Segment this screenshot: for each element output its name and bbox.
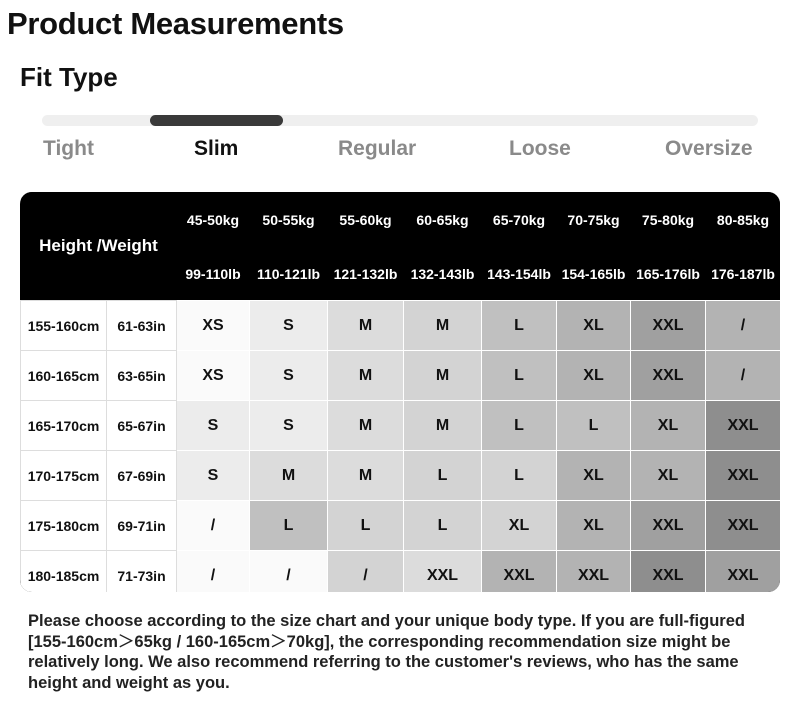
- weight-lb-header: 99-110lb: [177, 248, 250, 301]
- size-cell: M: [404, 351, 482, 401]
- fit-type-heading: Fit Type: [20, 62, 118, 92]
- table-row: [21, 451, 781, 501]
- height-cm-cell: 155-160cm: [21, 301, 107, 351]
- size-cell: S: [177, 451, 250, 501]
- size-cell: XXL: [631, 501, 706, 551]
- weight-kg-header: 65-70kg: [482, 192, 557, 248]
- size-cell: XL: [557, 351, 631, 401]
- size-cell: XXL: [706, 551, 781, 593]
- weight-kg-header: 60-65kg: [404, 192, 482, 248]
- table-row: [21, 501, 781, 551]
- height-weight-header: Height /Weight: [21, 192, 177, 301]
- size-cell: L: [557, 401, 631, 451]
- table-row: [21, 351, 781, 401]
- height-cm-cell: 165-170cm: [21, 401, 107, 451]
- page-title: Product Measurements: [7, 6, 344, 41]
- size-cell: XL: [482, 501, 557, 551]
- weight-lb-header: 176-187lb: [706, 248, 781, 301]
- size-cell: L: [482, 351, 557, 401]
- weight-kg-header: 80-85kg: [706, 192, 781, 248]
- size-cell: XXL: [631, 301, 706, 351]
- size-chart: [20, 192, 780, 592]
- size-cell: S: [177, 401, 250, 451]
- height-in-cell: 61-63in: [107, 301, 177, 351]
- size-cell: L: [250, 501, 328, 551]
- size-cell: XL: [631, 401, 706, 451]
- size-cell: M: [328, 351, 404, 401]
- weight-lb-header: 121-132lb: [328, 248, 404, 301]
- size-cell: XXL: [482, 551, 557, 593]
- size-cell: XL: [631, 451, 706, 501]
- table-row: [21, 401, 781, 451]
- size-cell: /: [706, 301, 781, 351]
- size-cell: XL: [557, 301, 631, 351]
- fit-option-regular[interactable]: Regular: [338, 137, 417, 160]
- weight-kg-header: 45-50kg: [177, 192, 250, 248]
- weight-lb-header: 132-143lb: [404, 248, 482, 301]
- height-cm-cell: 170-175cm: [21, 451, 107, 501]
- size-cell: /: [250, 551, 328, 593]
- table-row: [21, 301, 781, 351]
- height-in-cell: 65-67in: [107, 401, 177, 451]
- size-cell: XS: [177, 351, 250, 401]
- size-cell: XXL: [404, 551, 482, 593]
- fit-option-oversize[interactable]: Oversize: [665, 137, 753, 160]
- size-cell: XXL: [706, 401, 781, 451]
- size-cell: XXL: [706, 451, 781, 501]
- size-guide-note: Please choose according to the size chart and your unique body type. If you are full-figured [155-160cm＞65kg / 160-165cm＞70kg], the corresponding recommendation size might be relatively long. We also recommend referring to the customer's reviews, who has the same height and weight as you.: [28, 612, 745, 692]
- height-cm-cell: 180-185cm: [21, 551, 107, 593]
- fit-option-slim[interactable]: Slim: [194, 137, 239, 160]
- size-cell: M: [328, 401, 404, 451]
- size-cell: M: [250, 451, 328, 501]
- weight-kg-header: 75-80kg: [631, 192, 706, 248]
- weight-lb-header: 154-165lb: [557, 248, 631, 301]
- height-in-cell: 67-69in: [107, 451, 177, 501]
- height-cm-cell: 175-180cm: [21, 501, 107, 551]
- size-cell: XXL: [631, 351, 706, 401]
- size-cell: L: [482, 451, 557, 501]
- weight-lb-header: 110-121lb: [250, 248, 328, 301]
- size-cell: L: [328, 501, 404, 551]
- size-cell: S: [250, 351, 328, 401]
- size-cell: L: [482, 301, 557, 351]
- weight-kg-header: 50-55kg: [250, 192, 328, 248]
- weight-lb-header: 143-154lb: [482, 248, 557, 301]
- size-cell: /: [177, 551, 250, 593]
- size-table: [20, 192, 780, 592]
- fit-option-tight[interactable]: Tight: [43, 137, 94, 160]
- size-cell: S: [250, 401, 328, 451]
- size-cell: XL: [557, 451, 631, 501]
- size-cell: XXL: [631, 551, 706, 593]
- size-cell: XL: [557, 501, 631, 551]
- height-in-cell: 63-65in: [107, 351, 177, 401]
- table-row: [21, 551, 781, 593]
- size-cell: /: [177, 501, 250, 551]
- size-cell: M: [404, 401, 482, 451]
- weight-kg-header: 55-60kg: [328, 192, 404, 248]
- size-cell: /: [328, 551, 404, 593]
- size-cell: L: [404, 501, 482, 551]
- size-cell: M: [404, 301, 482, 351]
- weight-kg-header: 70-75kg: [557, 192, 631, 248]
- size-cell: S: [250, 301, 328, 351]
- size-cell: L: [482, 401, 557, 451]
- size-cell: XXL: [557, 551, 631, 593]
- size-cell: L: [404, 451, 482, 501]
- size-cell: M: [328, 301, 404, 351]
- size-cell: /: [706, 351, 781, 401]
- height-in-cell: 71-73in: [107, 551, 177, 593]
- fit-type-slider-thumb[interactable]: [150, 115, 283, 126]
- weight-lb-header: 165-176lb: [631, 248, 706, 301]
- size-cell: XS: [177, 301, 250, 351]
- size-cell: M: [328, 451, 404, 501]
- size-cell: XXL: [706, 501, 781, 551]
- fit-option-loose[interactable]: Loose: [509, 137, 571, 160]
- height-in-cell: 69-71in: [107, 501, 177, 551]
- height-cm-cell: 160-165cm: [21, 351, 107, 401]
